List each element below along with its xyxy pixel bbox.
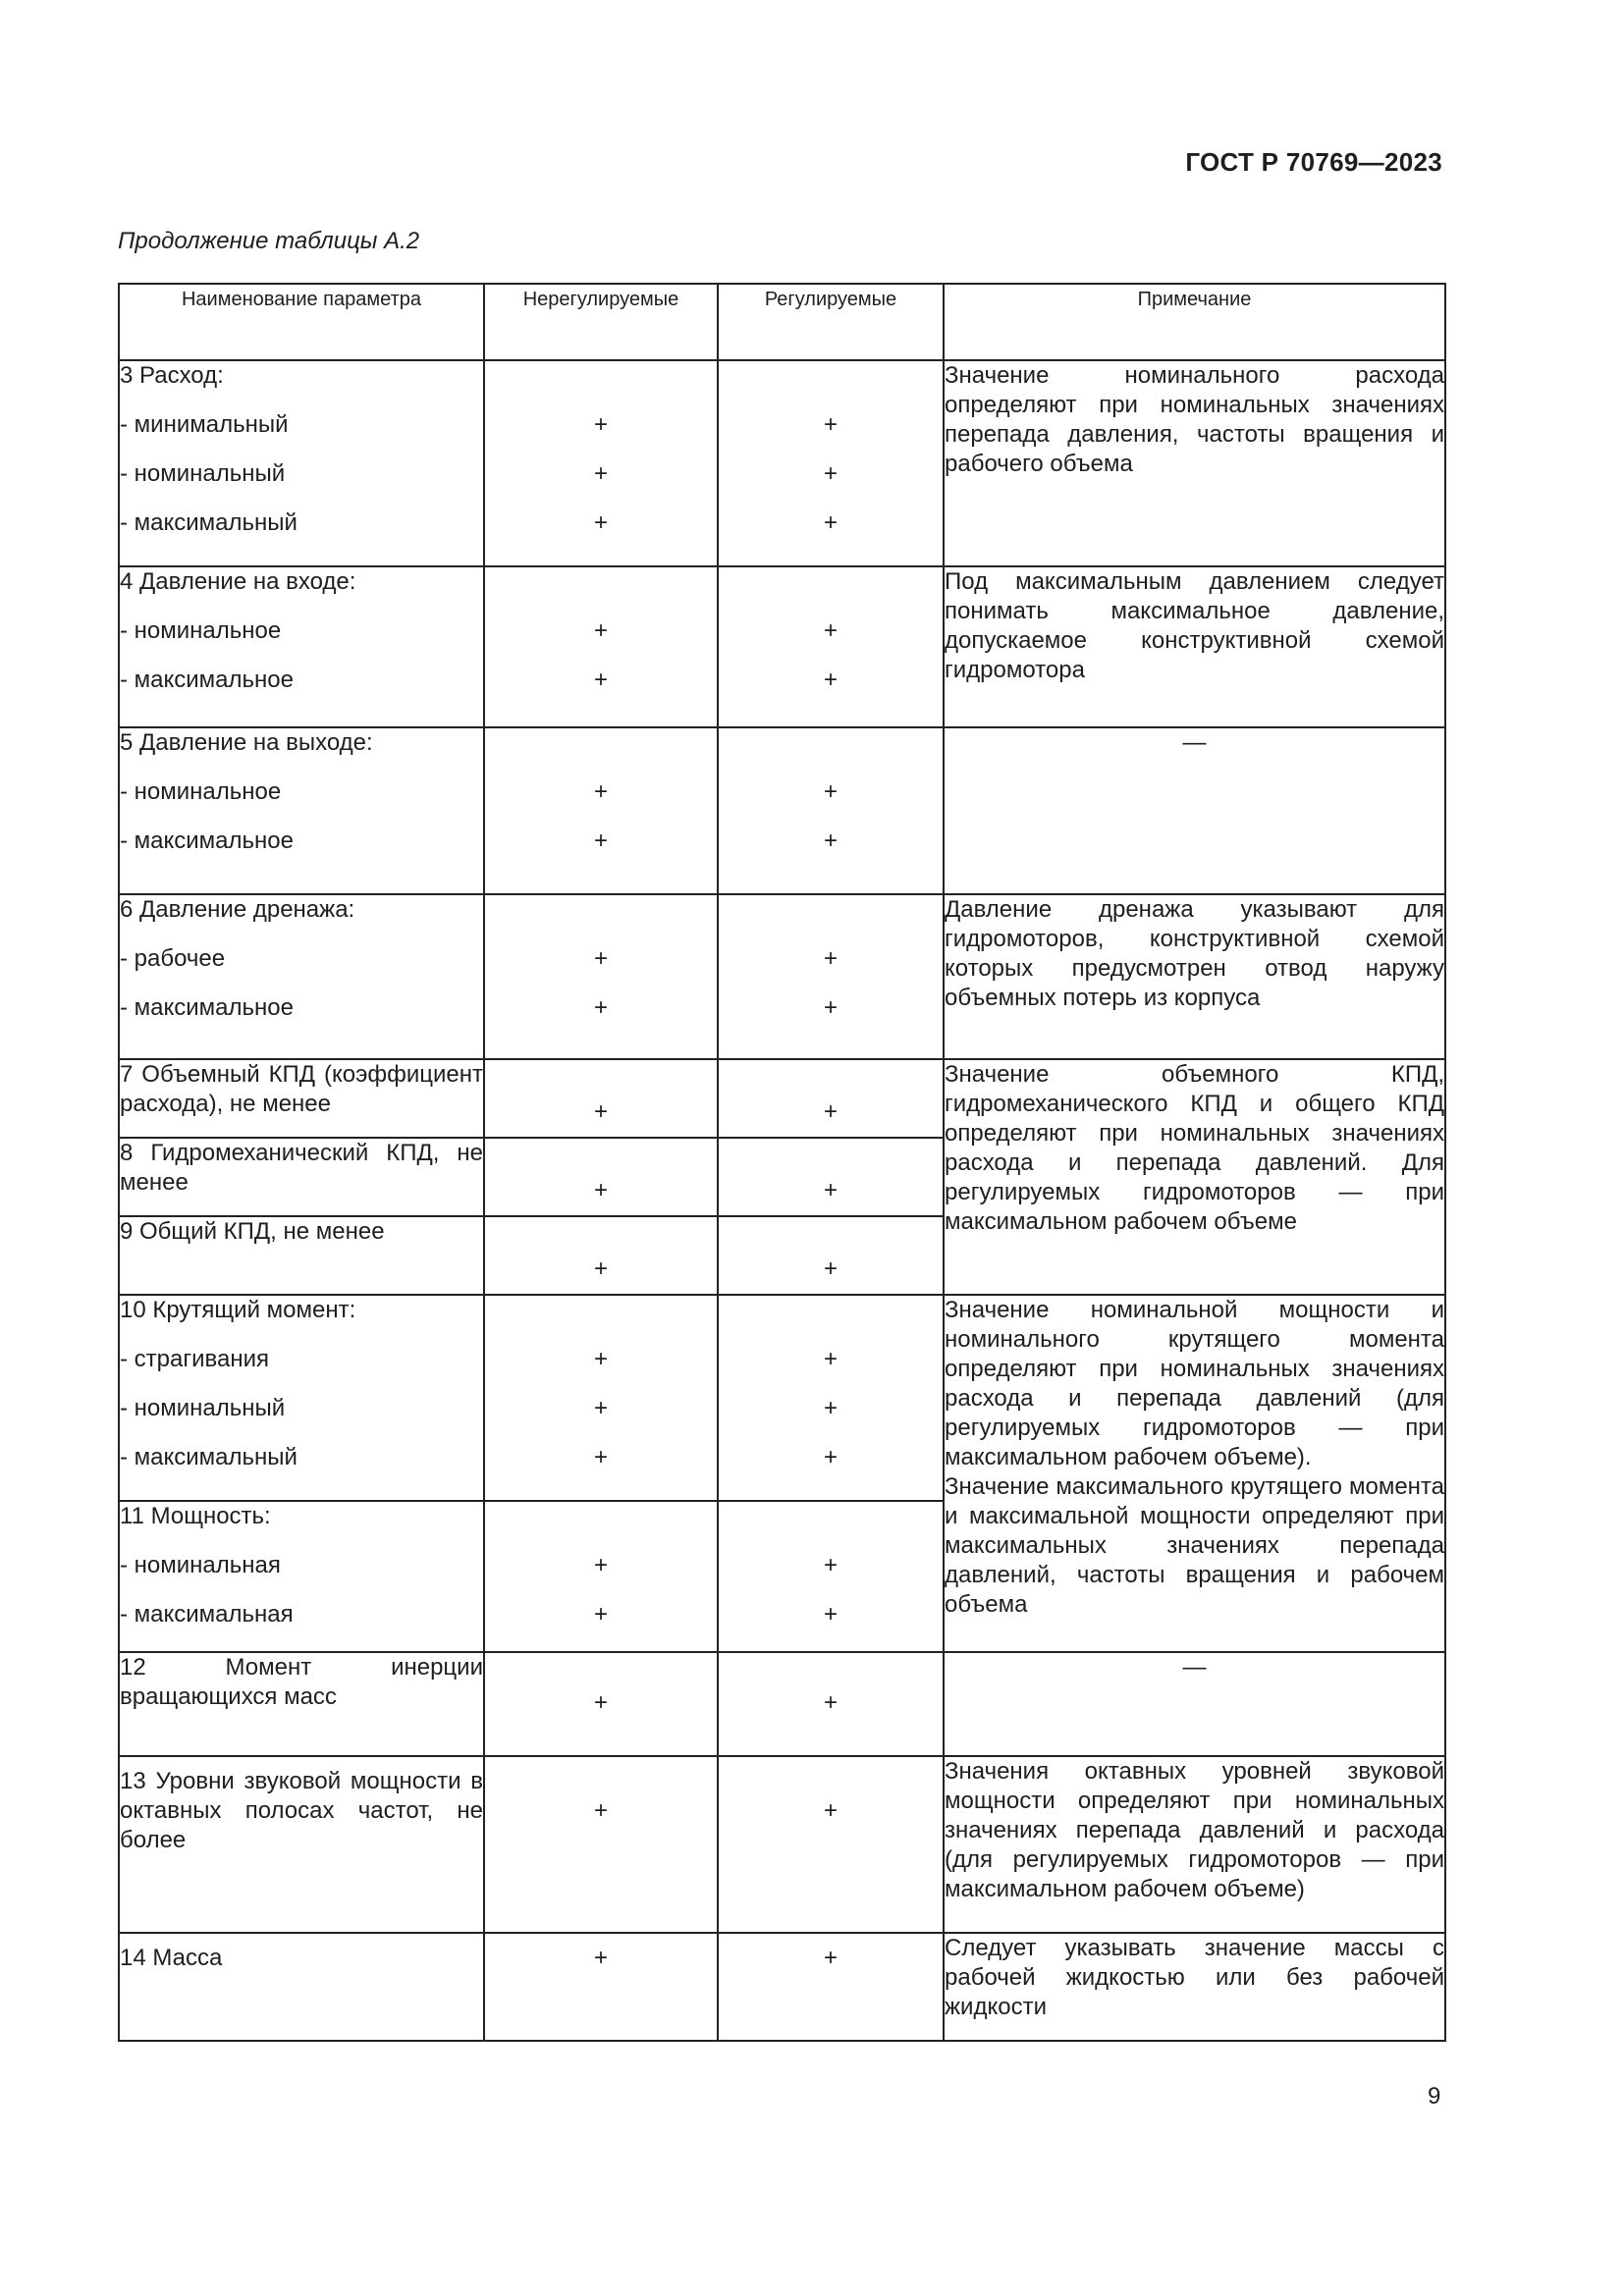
plus-mark: + bbox=[823, 1601, 838, 1628]
unregulated-cell: + bbox=[484, 1756, 718, 1933]
note-cell: — bbox=[944, 727, 1445, 894]
unregulated-cell bbox=[484, 566, 718, 727]
note-cell bbox=[944, 1295, 1445, 1652]
unregulated-cell bbox=[484, 727, 718, 894]
parameter-item: - максимальное bbox=[120, 667, 294, 693]
note-cell: Следует указывать значение массы с рабочей жидкостью или без рабочей жидкости bbox=[944, 1933, 1445, 2041]
parameter-title: 5 Давление на выходе: bbox=[120, 729, 373, 756]
unregulated-cell: + bbox=[484, 1059, 718, 1138]
note-cell: Давление дренажа указывают для гидромоторов, конструктивной схемой которых предусмотрен отвод наружу объемных потерь из корпуса bbox=[944, 894, 1445, 1059]
regulated-cell bbox=[718, 566, 944, 727]
parameter-item: - номинальное bbox=[120, 617, 282, 644]
plus-mark: + bbox=[823, 994, 838, 1021]
plus-mark: + bbox=[823, 945, 838, 972]
regulated-cell: + bbox=[718, 1756, 944, 1933]
parameter-cell: 12 Момент инерции вращающихся масс bbox=[119, 1652, 484, 1756]
table-row bbox=[119, 894, 1445, 1059]
plus-mark: + bbox=[593, 411, 608, 438]
regulated-cell: + bbox=[718, 1059, 944, 1138]
unregulated-cell: + bbox=[484, 1216, 718, 1295]
parameter-cell bbox=[119, 360, 484, 566]
table-row bbox=[119, 727, 1445, 894]
parameter-cell: 14 Масса bbox=[119, 1933, 484, 2041]
table-row bbox=[119, 360, 1445, 566]
column-header-note: Примечание bbox=[944, 284, 1445, 360]
note-cell: Значение номинального расхода определяют при номинальных значениях перепада давления, частоты вращения и рабочего объема bbox=[944, 360, 1445, 566]
plus-mark: + bbox=[593, 509, 608, 536]
plus-mark: + bbox=[593, 1444, 608, 1470]
plus-mark: + bbox=[593, 994, 608, 1021]
plus-mark: + bbox=[823, 778, 838, 805]
parameter-title: 4 Давление на входе: bbox=[120, 568, 356, 595]
table-row bbox=[119, 566, 1445, 727]
unregulated-cell: + bbox=[484, 1933, 718, 2041]
parameter-item: - максимальная bbox=[120, 1601, 294, 1628]
parameter-cell bbox=[119, 727, 484, 894]
parameter-cell: 9 Общий КПД, не менее bbox=[119, 1216, 484, 1295]
parameter-item: - минимальный bbox=[120, 411, 289, 438]
parameter-item: - рабочее bbox=[120, 945, 226, 972]
regulated-cell: + bbox=[718, 1652, 944, 1756]
plus-mark: + bbox=[823, 411, 838, 438]
plus-mark: + bbox=[593, 1346, 608, 1372]
column-header-parameter: Наименование параметра bbox=[119, 284, 484, 360]
table-header-row bbox=[119, 284, 1445, 360]
regulated-cell: + bbox=[718, 1216, 944, 1295]
parameter-item: - номинальный bbox=[120, 1395, 286, 1421]
note-cell: — bbox=[944, 1652, 1445, 1756]
parameter-cell: 7 Объемный КПД (коэффициент расхода), не менее bbox=[119, 1059, 484, 1138]
parameter-title: 11 Мощность: bbox=[120, 1503, 271, 1529]
plus-mark: + bbox=[593, 778, 608, 805]
column-header-regulated: Регулируемые bbox=[718, 284, 944, 360]
parameter-cell bbox=[119, 1501, 484, 1652]
note-paragraph: Значение номинальной мощности и номинального крутящего момента определяют при номинальных значениях расхода и перепада давлений (для регулируемых гидромоторов — при максимальном рабочем объеме). bbox=[945, 1297, 1444, 1470]
parameter-cell bbox=[119, 894, 484, 1059]
unregulated-cell bbox=[484, 1295, 718, 1501]
unregulated-cell bbox=[484, 360, 718, 566]
plus-mark: + bbox=[593, 1552, 608, 1578]
document-code: ГОСТ Р 70769—2023 bbox=[1185, 147, 1442, 177]
note-paragraph: Значение максимального крутящего момента и максимальной мощности определяют при максимальных значениях перепада давлений, частоты вращения и рабочем объема bbox=[945, 1473, 1444, 1618]
regulated-cell bbox=[718, 894, 944, 1059]
table-row bbox=[119, 1059, 1445, 1138]
table-row bbox=[119, 1652, 1445, 1756]
parameter-item: - номинальная bbox=[120, 1552, 281, 1578]
unregulated-cell bbox=[484, 894, 718, 1059]
table-caption: Продолжение таблицы А.2 bbox=[118, 228, 420, 254]
parameter-item: - максимальный bbox=[120, 509, 298, 536]
regulated-cell: + bbox=[718, 1933, 944, 2041]
plus-mark: + bbox=[593, 1601, 608, 1628]
plus-mark: + bbox=[823, 509, 838, 536]
plus-mark: + bbox=[593, 460, 608, 487]
plus-mark: + bbox=[823, 1346, 838, 1372]
regulated-cell bbox=[718, 727, 944, 894]
plus-mark: + bbox=[823, 1444, 838, 1470]
plus-mark: + bbox=[593, 617, 608, 644]
table-row bbox=[119, 1295, 1445, 1501]
plus-mark: + bbox=[593, 1395, 608, 1421]
note-cell: Значение объемного КПД, гидромеханического КПД и общего КПД определяют при номинальных значениях расхода и перепада давлений. Для регулируемых гидромоторов — при максимальном рабочем объеме bbox=[944, 1059, 1445, 1295]
parameter-title: 6 Давление дренажа: bbox=[120, 896, 355, 923]
parameter-cell: 13 Уровни звуковой мощности в октавных полосах частот, не более bbox=[119, 1756, 484, 1933]
regulated-cell bbox=[718, 360, 944, 566]
note-cell: Под максимальным давлением следует понимать максимальное давление, допускаемое конструктивной схемой гидромотора bbox=[944, 566, 1445, 727]
parameter-cell bbox=[119, 566, 484, 727]
plus-mark: + bbox=[823, 1552, 838, 1578]
plus-mark: + bbox=[593, 945, 608, 972]
plus-mark: + bbox=[823, 667, 838, 693]
plus-mark: + bbox=[593, 667, 608, 693]
unregulated-cell: + bbox=[484, 1652, 718, 1756]
table-row bbox=[119, 1933, 1445, 2041]
parameter-title: 10 Крутящий момент: bbox=[120, 1297, 356, 1323]
note-cell: Значения октавных уровней звуковой мощности определяют при номинальных значениях перепада давлений и расхода (для регулируемых гидромоторов — при максимальном рабочем объеме) bbox=[944, 1756, 1445, 1933]
parameters-table bbox=[118, 283, 1446, 2042]
parameter-item: - номинальное bbox=[120, 778, 282, 805]
parameter-item: - номинальный bbox=[120, 460, 286, 487]
page-number: 9 bbox=[1428, 2083, 1441, 2109]
parameter-item: - максимальное bbox=[120, 828, 294, 854]
parameter-item: - максимальный bbox=[120, 1444, 298, 1470]
plus-mark: + bbox=[823, 617, 838, 644]
unregulated-cell bbox=[484, 1501, 718, 1652]
regulated-cell: + bbox=[718, 1138, 944, 1216]
regulated-cell bbox=[718, 1295, 944, 1501]
regulated-cell bbox=[718, 1501, 944, 1652]
plus-mark: + bbox=[823, 828, 838, 854]
unregulated-cell: + bbox=[484, 1138, 718, 1216]
plus-mark: + bbox=[593, 828, 608, 854]
parameter-item: - максимальное bbox=[120, 994, 294, 1021]
table-row bbox=[119, 1756, 1445, 1933]
parameter-cell: 8 Гидромеханический КПД, не менее bbox=[119, 1138, 484, 1216]
parameter-item: - страгивания bbox=[120, 1346, 269, 1372]
parameter-title: 3 Расход: bbox=[120, 362, 224, 389]
plus-mark: + bbox=[823, 460, 838, 487]
column-header-unregulated: Нерегулируемые bbox=[484, 284, 718, 360]
parameter-cell bbox=[119, 1295, 484, 1501]
plus-mark: + bbox=[823, 1395, 838, 1421]
